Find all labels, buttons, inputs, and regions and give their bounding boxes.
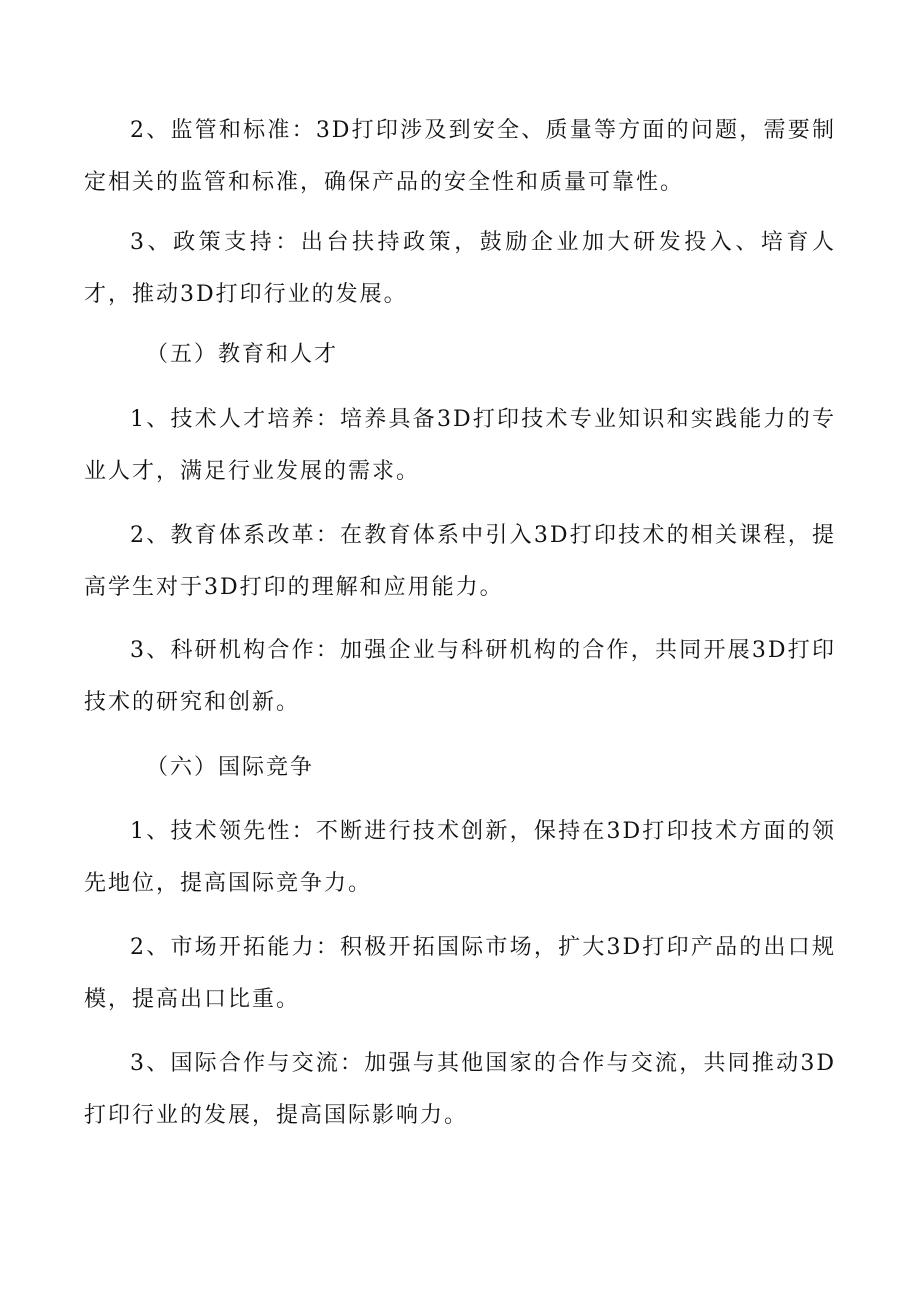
paragraph-research-cooperation: 3、科研机构合作：加强企业与科研机构的合作，共同开展3D打印技术的研究和创新。 bbox=[84, 638, 836, 715]
paragraph-market-expansion: 2、市场开拓能力：积极开拓国际市场，扩大3D打印产品的出口规模，提高出口比重。 bbox=[84, 935, 836, 1012]
paragraph-international-cooperation: 3、国际合作与交流：加强与其他国家的合作与交流，共同推动3D打印行业的发展，提高国际影响力。 bbox=[84, 1051, 836, 1128]
paragraph-technology-leadership: 1、技术领先性：不断进行技术创新，保持在3D打印技术方面的领先地位，提高国际竞争力。 bbox=[84, 819, 836, 896]
paragraph-regulation-standards: 2、监管和标准：3D打印涉及到安全、质量等方面的问题，需要制定相关的监管和标准，确保产品的安全性和质量可靠性。 bbox=[84, 118, 836, 195]
paragraph-policy-support: 3、政策支持：出台扶持政策，鼓励企业加大研发投入、培育人才，推动3D打印行业的发展。 bbox=[84, 230, 836, 307]
section-heading-international-competition: （六）国际竞争 bbox=[146, 755, 315, 780]
section-heading-education-talent: （五）教育和人才 bbox=[146, 342, 339, 367]
paragraph-talent-training: 1、技术人才培养：培养具备3D打印技术专业知识和实践能力的专业人才，满足行业发展的需求。 bbox=[84, 407, 836, 484]
paragraph-education-reform: 2、教育体系改革：在教育体系中引入3D打印技术的相关课程，提高学生对于3D打印的理解和应用能力。 bbox=[84, 523, 836, 600]
